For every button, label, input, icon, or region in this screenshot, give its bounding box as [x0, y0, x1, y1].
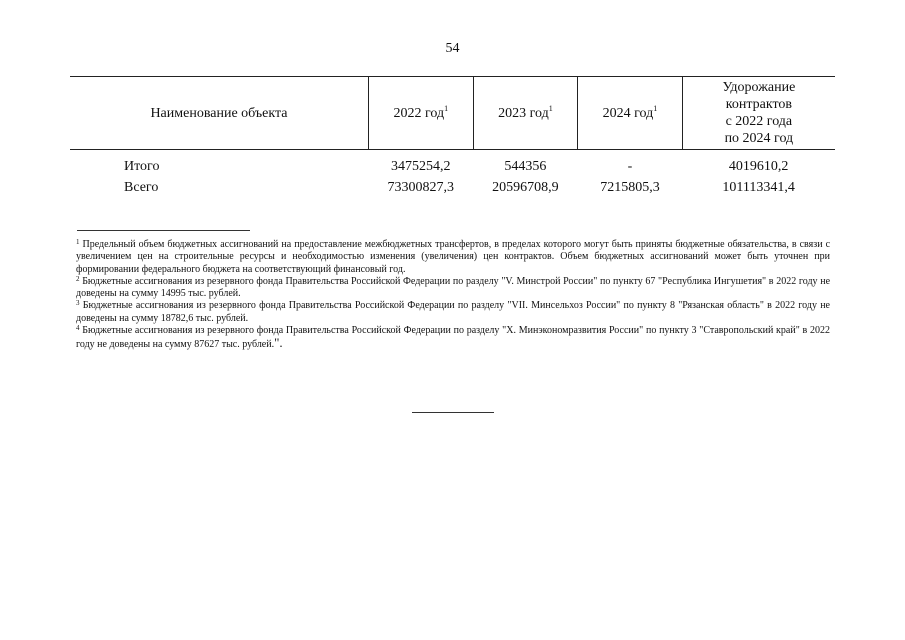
table-row: [70, 176, 835, 200]
footnote-4: [76, 325, 830, 352]
row-name: Всего: [124, 180, 159, 195]
footnote-text: Бюджетные ассигнования из резервного фонда Правительства Российской Федерации по разделу "X. Минэкономразвития России" по пункту 3 "Ставропольский край" в 2022 году не доведены на сумму 87627 тыс. рублей.: [76, 325, 830, 351]
table-header-row: [70, 77, 835, 150]
footnote-mark: 4: [76, 324, 80, 333]
footnote-3: [76, 300, 830, 325]
header-2023-label: 2023 год: [498, 105, 549, 121]
footnote-mark: 2: [76, 274, 80, 283]
footnote-mark: 1: [76, 238, 80, 246]
cell-2022: 73300827,3: [387, 180, 455, 195]
footnote-2: [76, 276, 830, 301]
page-number: 54: [445, 41, 460, 56]
header-2022-note: 1: [444, 103, 449, 113]
cell-price-rise: 101113341,4: [722, 180, 795, 195]
header-2024-note: 1: [653, 103, 658, 113]
header-price-rise-line: с 2022 года: [725, 114, 793, 129]
header-price-rise-line: контрактов: [725, 97, 792, 112]
table-row: [70, 150, 835, 177]
budget-table: [70, 76, 835, 200]
footnotes: [76, 239, 830, 352]
header-name: [70, 77, 368, 150]
cell-2023: 544356: [504, 159, 547, 174]
header-price-rise: [682, 77, 835, 150]
footnote-mark: 3: [76, 299, 80, 308]
footnote-text: Бюджетные ассигнования из резервного фонда Правительства Российской Федерации по разделу "VII. Минсельхоз России" по пункту 8 "Рязанская область" в 2022 году не доведены на сумму 18782,6 тыс. рублей.: [76, 300, 830, 324]
header-2023: [473, 77, 578, 150]
header-2022: [368, 77, 473, 150]
end-of-document-rule: [412, 412, 494, 413]
closing-quote-mark: ".: [274, 335, 283, 351]
header-name-label: Наименование объекта: [150, 105, 288, 121]
footnote-text: Предельный объем бюджетных ассигнований на предоставление межбюджетных трансфертов, в пределах которого могут быть приняты бюджетные обязательства, в связи с увеличением цен на строительные ресурсы и необходимостью изменения (увеличения) цен контрактов. Объем бюджетных ассигнований может быть уточнен при формировании федерального бюджета на соответствующий финансовый год.: [76, 239, 831, 275]
header-price-rise-line: Удорожание: [722, 80, 796, 95]
cell-2024: 7215805,3: [600, 180, 660, 195]
header-2022-label: 2022 год: [393, 105, 445, 121]
footnote-1: [76, 239, 830, 276]
header-price-rise-line: по 2024 год: [724, 131, 794, 146]
footnote-separator: [77, 230, 250, 231]
header-2024-label: 2024 год: [602, 105, 654, 121]
row-name: Итого: [124, 159, 160, 174]
cell-2022: 3475254,2: [391, 159, 451, 174]
header-2024: [578, 77, 683, 150]
cell-price-rise: 4019610,2: [728, 159, 789, 174]
cell-2024: -: [627, 159, 633, 174]
footnote-text: Бюджетные ассигнования из резервного фонда Правительства Российской Федерации по разделу "V. Минстрой России" по пункту 67 "Республика Ингушетия" в 2022 году не доведены на сумму 14995 тыс. рублей.: [76, 275, 831, 300]
cell-2023: 20596708,9: [492, 180, 559, 195]
header-2023-note: 1: [548, 103, 553, 113]
